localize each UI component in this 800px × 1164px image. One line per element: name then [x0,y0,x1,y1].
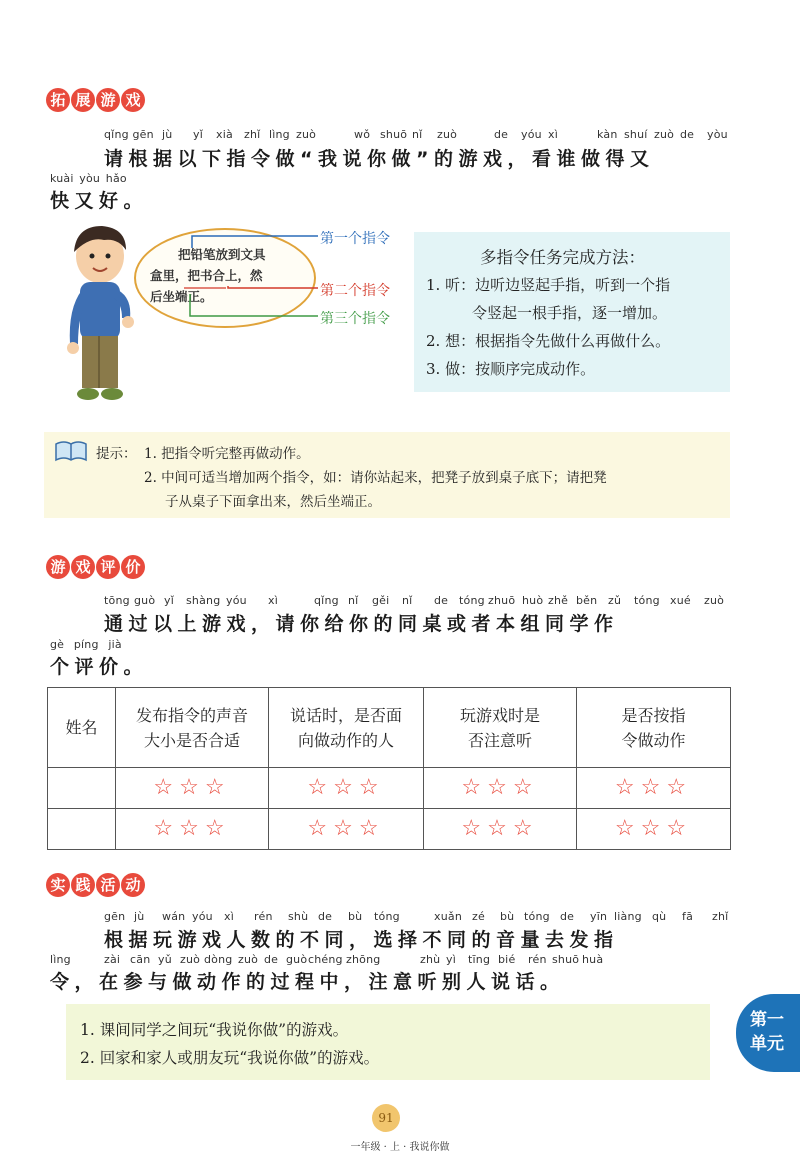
star-rating[interactable]: ☆☆☆ [116,809,269,850]
tip-item2: 2. 中间可适当增加两个指令，如：请你站起来，把凳子放到桌子底下；请把凳 [144,470,607,486]
badge-char: 游 [96,88,120,112]
name-cell[interactable] [48,809,116,850]
command-label-second: 第二个指令 [320,283,390,299]
tip-item1: 1. 把指令听完整再做动作。 [144,446,310,462]
star-rating[interactable]: ☆☆☆ [424,768,577,809]
method-title: 多指令任务完成方法： [480,248,645,267]
table-row [48,768,731,809]
pinyin-row: kuài yòu hǎo [50,172,127,185]
name-cell[interactable] [48,768,116,809]
practice-item1: 1. 课间同学之间玩“我说你做”的游戏。 [80,1021,349,1039]
star-rating[interactable]: ☆☆☆ [269,809,424,850]
method-think: 2. 想：根据指令先做什么再做什么。 [426,332,671,350]
header-volume: 发布指令的声音 大小是否合适 [116,688,269,768]
star-rating[interactable]: ☆☆☆ [424,809,577,850]
bubble-text-line2: 盒里，把书合上，然 [150,268,263,283]
badge-char: 践 [71,873,95,897]
command-label-third: 第三个指令 [320,311,390,327]
instruction-text-line2: 快又好。 [50,190,149,212]
instruction-text-line1: 请根据以下指令做“我说你做”的游戏，看谁做得又 [104,148,655,170]
header-name: 姓名 [48,688,116,768]
tip-box [44,432,730,518]
pinyin-row: gè píng jià [50,638,122,651]
evaluation-table [47,687,731,850]
tip-label: 提示： [96,446,137,462]
method-do: 3. 做：按顺序完成动作。 [426,360,596,378]
badge-char: 动 [121,873,145,897]
unit-tab[interactable] [736,994,800,1072]
badge-char: 戏 [71,555,95,579]
badge-char: 评 [96,555,120,579]
section-badge-extend-game [46,88,145,112]
method-listen: 1. 听：边听边竖起手指，听到一个指 [426,276,671,294]
page-footer: 一年级 · 上 · 我说你做 [350,1142,450,1153]
badge-char: 游 [46,555,70,579]
boy-illustration [60,218,140,416]
table-header-row [48,688,731,768]
star-rating[interactable]: ☆☆☆ [577,809,731,850]
method-box [414,232,730,392]
unit-tab-line1: 第一 [750,1010,784,1030]
bubble-text-line3: 后坐端正。 [150,289,213,304]
star-rating[interactable]: ☆☆☆ [577,768,731,809]
badge-char: 活 [96,873,120,897]
star-rating[interactable]: ☆☆☆ [269,768,424,809]
book-icon [54,438,88,464]
unit-tab-line2: 单元 [750,1034,784,1054]
practice-text-line2: 令，在参与做动作的过程中，注意听别人说话。 [50,971,565,993]
bubble-text-line1: 把铅笔放到文具 [178,247,266,262]
badge-char: 戏 [121,88,145,112]
page-number: 91 [372,1104,400,1132]
command-label-first: 第一个指令 [320,231,390,247]
evaluation-text-line1: 通过以上游戏，请你给你的同桌或者本组同学作 [104,613,619,635]
tip-item2-cont: 子从桌子下面拿出来，然后坐端正。 [165,494,381,510]
badge-char: 展 [71,88,95,112]
method-listen-cont: 令竖起一根手指，逐一增加。 [472,304,668,322]
header-facing: 说话时，是否面 向做动作的人 [269,688,424,768]
command-connectors [180,222,320,332]
section-badge-game-evaluation [46,555,145,579]
table-row [48,809,731,850]
badge-char: 拓 [46,88,70,112]
section-badge-practice-activity [46,873,145,897]
badge-char: 价 [121,555,145,579]
practice-item2: 2. 回家和家人或朋友玩“我说你做”的游戏。 [80,1049,380,1067]
header-following: 是否按指 令做动作 [577,688,731,768]
star-rating[interactable]: ☆☆☆ [116,768,269,809]
evaluation-text-line2: 个评价。 [50,656,149,678]
badge-char: 实 [46,873,70,897]
practice-text-line1: 根据玩游戏人数的不同，选择不同的音量去发指 [104,929,619,951]
practice-box [66,1004,710,1080]
header-listening: 玩游戏时是 否注意听 [424,688,577,768]
